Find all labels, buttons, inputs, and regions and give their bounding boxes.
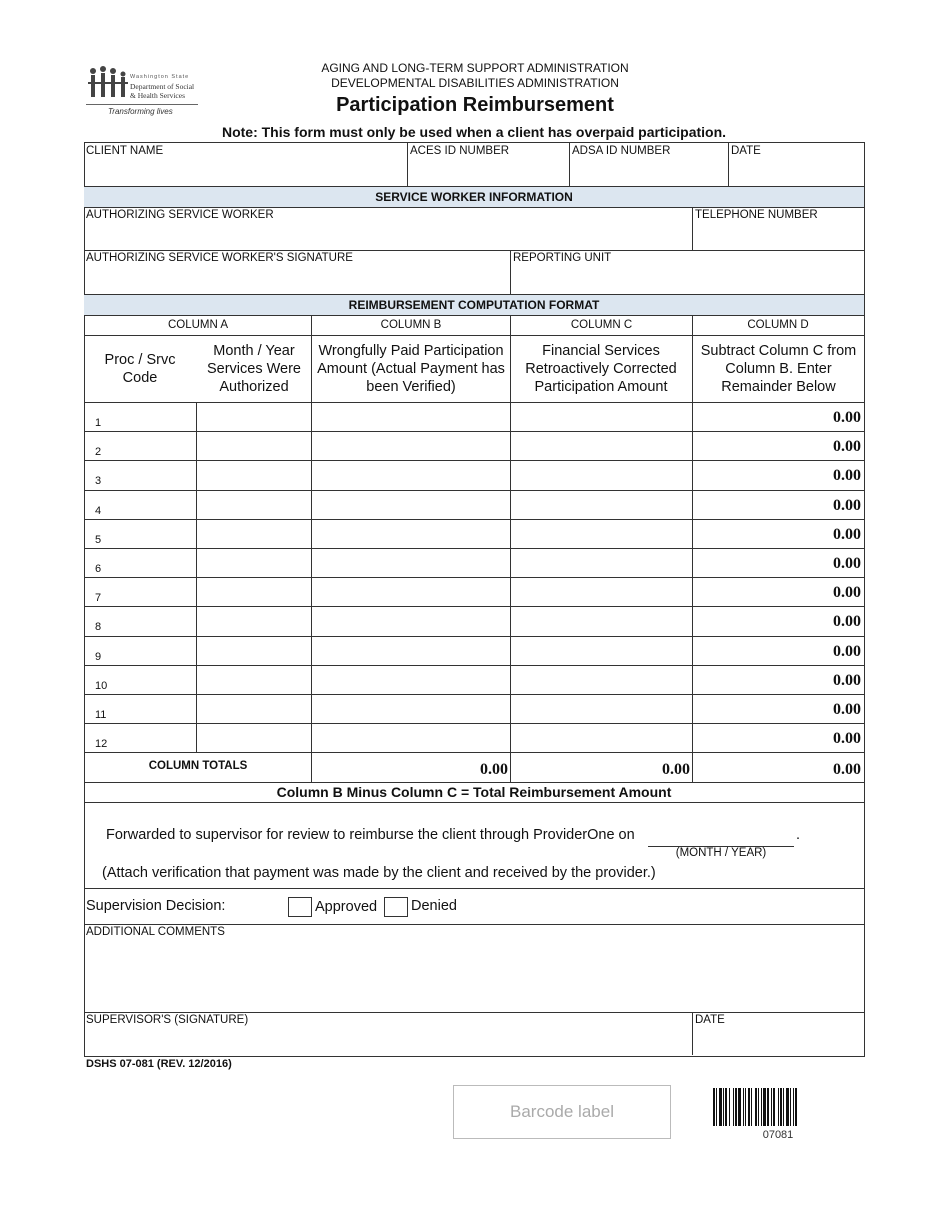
logo-dept: Department of Social: [130, 82, 195, 91]
authorizing-worker-field[interactable]: [85, 222, 690, 248]
row-number: 2: [95, 446, 102, 458]
column-totals-label: COLUMN TOTALS: [148, 760, 248, 772]
date-label: DATE: [731, 145, 761, 157]
month-year-cell[interactable]: [197, 695, 311, 723]
column-d-value: 0.00: [833, 584, 861, 601]
corrected-amount-cell[interactable]: [511, 520, 692, 548]
table-row: [85, 549, 863, 577]
wrongfully-paid-cell[interactable]: [312, 549, 510, 577]
month-year-cell[interactable]: [197, 432, 311, 460]
column-d-value: 0.00: [833, 438, 861, 455]
proc-srvc-code-cell[interactable]: [107, 461, 196, 489]
corrected-amount-cell[interactable]: [511, 403, 692, 431]
table-row: [85, 491, 863, 519]
wrongfully-paid-cell[interactable]: [312, 403, 510, 431]
wrongfully-paid-cell[interactable]: [312, 666, 510, 694]
logo-state: Washington State: [130, 74, 190, 80]
barcode-label-text: Barcode label: [510, 1102, 614, 1121]
supervisor-signature-label: SUPERVISOR'S (SIGNATURE): [86, 1014, 249, 1026]
table-row: [85, 666, 863, 694]
month-year-cell[interactable]: [197, 607, 311, 635]
corrected-amount-cell[interactable]: [511, 666, 692, 694]
month-year-cell[interactable]: [197, 520, 311, 548]
corrected-amount-cell[interactable]: [511, 549, 692, 577]
month-year-cell[interactable]: [197, 549, 311, 577]
denied-checkbox[interactable]: [384, 897, 408, 917]
dshs-logo: [86, 64, 200, 120]
agency-line-2: DEVELOPMENTAL DISABILITIES ADMINISTRATION: [331, 76, 619, 90]
table-row: [85, 403, 863, 431]
denied-label: Denied: [411, 898, 457, 914]
month-year-caption: (MONTH / YEAR): [675, 847, 767, 859]
month-year-cell[interactable]: [197, 666, 311, 694]
formula-text: Column B Minus Column C = Total Reimbursement Amount: [276, 784, 672, 800]
proc-srvc-code-cell[interactable]: [107, 578, 196, 606]
proc-srvc-code-cell[interactable]: [107, 637, 196, 665]
corrected-amount-cell[interactable]: [511, 607, 692, 635]
wrongfully-paid-cell[interactable]: [312, 578, 510, 606]
computation-band: REIMBURSEMENT COMPUTATION FORMAT: [84, 294, 864, 316]
corrected-amount-cell[interactable]: [511, 724, 692, 752]
proc-srvc-code-cell[interactable]: [107, 607, 196, 635]
additional-comments-label: ADDITIONAL COMMENTS: [86, 926, 225, 938]
wrongfully-paid-cell[interactable]: [312, 695, 510, 723]
client-name-label: CLIENT NAME: [86, 145, 164, 157]
column-d-value: 0.00: [833, 526, 861, 543]
month-year-header: Month / Year Services Were Authorized: [206, 343, 301, 395]
proc-srvc-code-cell[interactable]: [107, 491, 196, 519]
month-year-cell[interactable]: [197, 491, 311, 519]
page-title: Participation Reimbursement: [336, 94, 614, 116]
authorizing-worker-label: AUTHORIZING SERVICE WORKER: [86, 209, 274, 221]
month-year-cell[interactable]: [197, 461, 311, 489]
agency-line-1: AGING AND LONG-TERM SUPPORT ADMINISTRATION: [321, 61, 629, 75]
adsa-id-label: ADSA ID NUMBER: [572, 145, 671, 157]
row-number: 10: [95, 680, 108, 692]
barcode-icon: [712, 1088, 844, 1126]
wrongfully-paid-cell[interactable]: [312, 637, 510, 665]
proc-srvc-code-cell[interactable]: [107, 695, 196, 723]
logo-dept2: & Health Services: [130, 91, 185, 100]
corrected-amount-cell[interactable]: [511, 637, 692, 665]
proc-srvc-code-cell[interactable]: [107, 520, 196, 548]
corrected-amount-cell[interactable]: [511, 695, 692, 723]
wrongfully-paid-cell[interactable]: [312, 724, 510, 752]
column-d-value: 0.00: [833, 467, 861, 484]
forwarded-period: .: [796, 827, 801, 843]
row-number: 7: [95, 592, 102, 604]
barcode-number: 07081: [762, 1129, 794, 1141]
table-row: [85, 607, 863, 635]
row-number: 11: [95, 709, 107, 721]
corrected-amount-header: Financial Services Retroactively Corrected Participation Amount: [525, 343, 677, 395]
wrongfully-paid-cell[interactable]: [312, 432, 510, 460]
proc-srvc-code-cell[interactable]: [107, 724, 196, 752]
logo-tagline: Transforming lives: [108, 107, 173, 116]
table-row: [85, 637, 863, 665]
supervisor-signature-field[interactable]: [85, 1027, 690, 1054]
table-row: [85, 520, 863, 548]
proc-srvc-code-cell[interactable]: [107, 666, 196, 694]
row-number: 3: [95, 475, 102, 487]
row-number: 4: [95, 505, 102, 517]
aces-id-label: ACES ID NUMBER: [410, 145, 510, 157]
service-worker-band: SERVICE WORKER INFORMATION: [84, 186, 864, 208]
telephone-field[interactable]: [693, 222, 861, 248]
month-year-cell[interactable]: [197, 637, 311, 665]
row-number: 5: [95, 534, 102, 546]
telephone-label: TELEPHONE NUMBER: [695, 209, 818, 221]
corrected-amount-cell[interactable]: [511, 578, 692, 606]
month-year-cell[interactable]: [197, 403, 311, 431]
form-note: Note: This form must only be used when a client has overpaid participation.: [221, 124, 727, 140]
proc-srvc-header: Proc / Srvc Code: [104, 352, 176, 386]
subtract-header: Subtract Column C from Column B. Enter Remainder Below: [700, 343, 857, 395]
total-column-d: 0.00: [833, 761, 861, 778]
date-field[interactable]: [729, 158, 862, 185]
aces-id-field[interactable]: [408, 158, 568, 185]
worker-signature-label: AUTHORIZING SERVICE WORKER'S SIGNATURE: [86, 252, 353, 264]
corrected-amount-cell[interactable]: [511, 461, 692, 489]
approved-checkbox[interactable]: [288, 897, 312, 917]
table-row: [85, 578, 863, 606]
proc-srvc-code-cell[interactable]: [107, 432, 196, 460]
column-b-header: COLUMN B: [380, 319, 442, 331]
row-number: 12: [95, 738, 108, 750]
client-name-field[interactable]: [85, 158, 405, 185]
wrongfully-paid-cell[interactable]: [312, 491, 510, 519]
supervisor-date-field[interactable]: [693, 1027, 861, 1054]
supervision-decision-label: Supervision Decision:: [86, 898, 226, 914]
table-row: [85, 695, 863, 723]
column-d-value: 0.00: [833, 643, 861, 660]
form-id: DSHS 07-081 (REV. 12/2016): [86, 1058, 232, 1070]
supervisor-date-label: DATE: [695, 1014, 725, 1026]
worker-signature-field[interactable]: [85, 265, 508, 292]
barcode-label-box: [453, 1085, 671, 1139]
total-column-c: 0.00: [662, 761, 690, 778]
reporting-unit-field[interactable]: [511, 265, 861, 292]
column-c-header: COLUMN C: [570, 319, 633, 331]
wrongfully-paid-cell[interactable]: [312, 607, 510, 635]
proc-srvc-code-cell[interactable]: [107, 403, 196, 431]
adsa-id-field[interactable]: [570, 158, 727, 185]
column-d-value: 0.00: [833, 672, 861, 689]
wrongfully-paid-header: Wrongfully Paid Participation Amount (Actual Payment has been Verified): [317, 343, 505, 395]
column-d-value: 0.00: [833, 497, 861, 514]
column-d-value: 0.00: [833, 613, 861, 630]
table-row: [85, 724, 863, 752]
column-d-value: 0.00: [833, 555, 861, 572]
reporting-unit-label: REPORTING UNIT: [513, 252, 612, 264]
month-year-field[interactable]: [648, 827, 794, 847]
wrongfully-paid-cell[interactable]: [312, 520, 510, 548]
table-row: [85, 461, 863, 489]
column-d-header: COLUMN D: [747, 319, 809, 331]
row-number: 6: [95, 563, 102, 575]
people-icon: [86, 64, 130, 104]
wrongfully-paid-cell[interactable]: [312, 461, 510, 489]
column-a-header: COLUMN A: [167, 319, 229, 331]
table-row: [85, 432, 863, 460]
row-number: 1: [95, 417, 102, 429]
row-number: 9: [95, 651, 102, 663]
month-year-cell[interactable]: [197, 724, 311, 752]
additional-comments-field[interactable]: [85, 940, 862, 1010]
column-d-value: 0.00: [833, 409, 861, 426]
column-d-value: 0.00: [833, 730, 861, 747]
row-number: 8: [95, 621, 102, 633]
attach-verification-text: (Attach verification that payment was made by the client and received by the provider.): [102, 865, 656, 881]
approved-label: Approved: [315, 899, 378, 915]
column-d-value: 0.00: [833, 701, 861, 718]
proc-srvc-code-cell[interactable]: [107, 549, 196, 577]
corrected-amount-cell[interactable]: [511, 432, 692, 460]
total-column-b: 0.00: [480, 761, 508, 778]
month-year-cell[interactable]: [197, 578, 311, 606]
forwarded-text: Forwarded to supervisor for review to reimburse the client through ProviderOne on: [106, 827, 635, 843]
corrected-amount-cell[interactable]: [511, 491, 692, 519]
